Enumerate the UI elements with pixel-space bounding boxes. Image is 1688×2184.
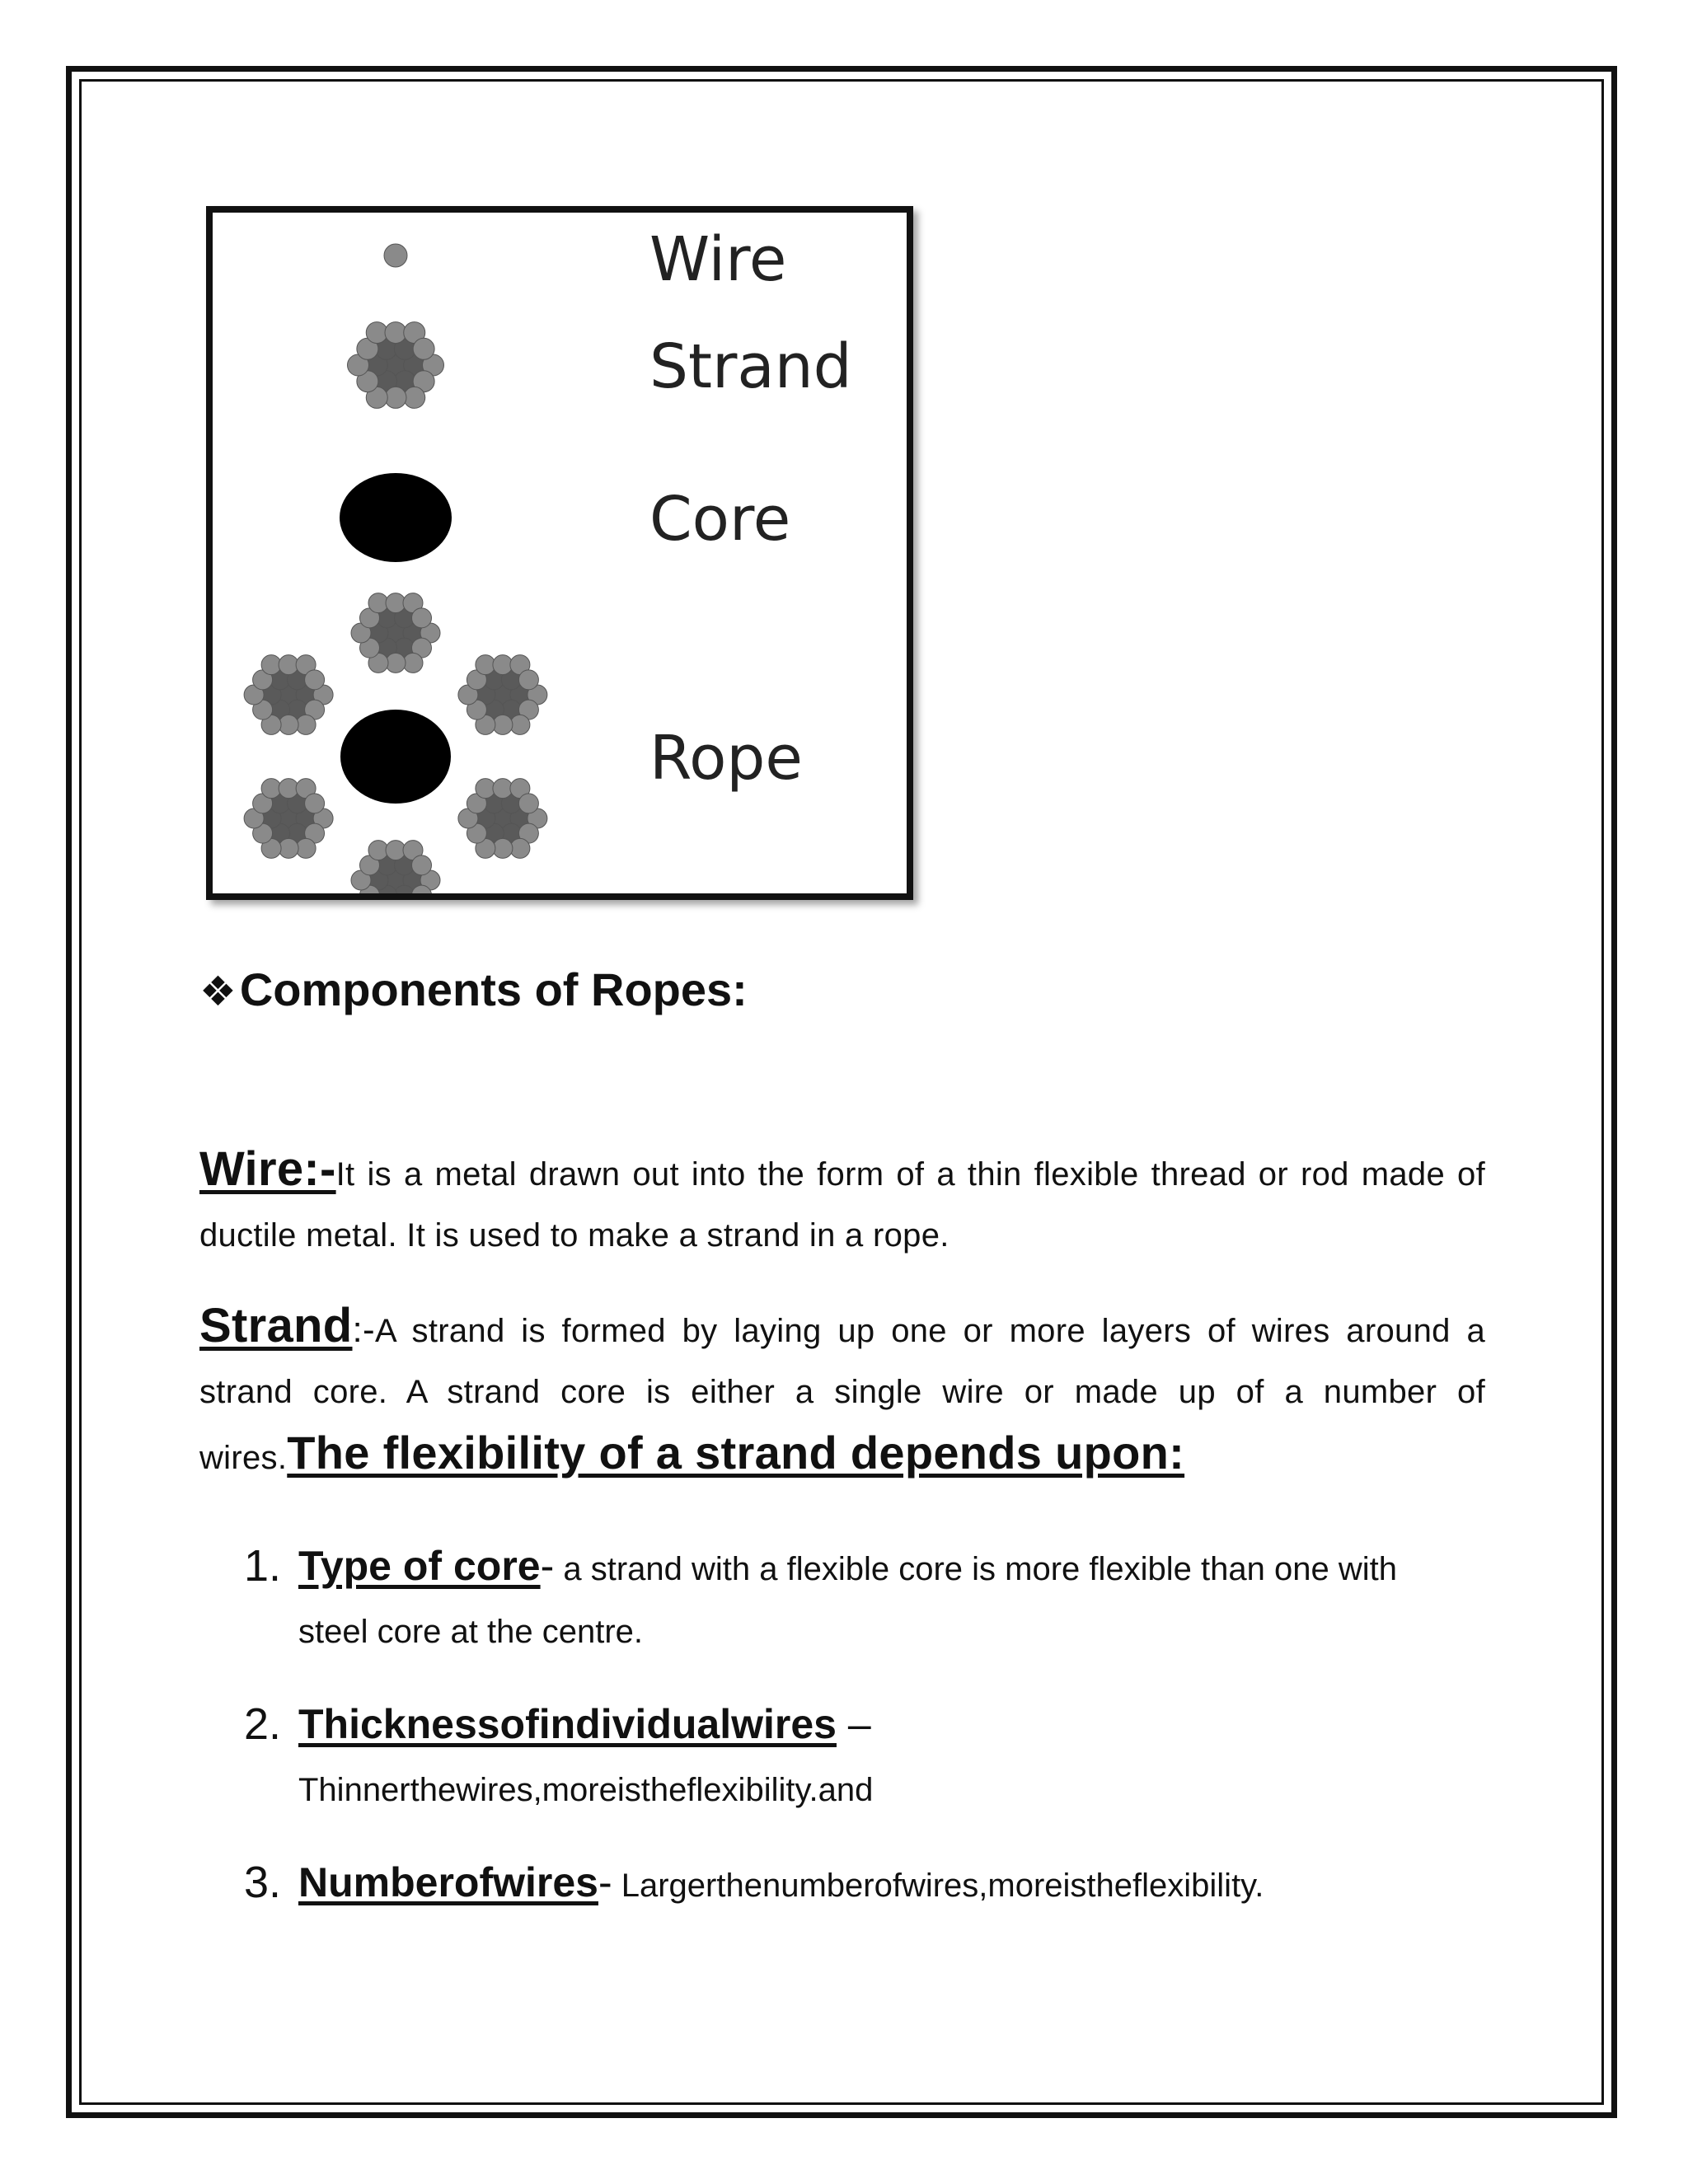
rope-strand-wire xyxy=(305,794,325,813)
wire-icon xyxy=(384,244,407,267)
list-item-text: Thinnerthewires,moreistheflexibility.and xyxy=(298,1772,874,1808)
wire-label: Wire xyxy=(649,224,787,295)
rope-strand-wire xyxy=(279,779,298,799)
rope-strand-wire xyxy=(279,655,298,675)
rope-strand-wire xyxy=(386,593,406,613)
rope-label: Rope xyxy=(649,723,803,794)
list-item-dash: – xyxy=(836,1701,871,1747)
rope-strand-wire xyxy=(296,715,316,734)
rope-strand-wire xyxy=(279,715,298,734)
diamond-bullet-icon: ❖ xyxy=(199,968,237,1015)
strand-definition xyxy=(199,1296,1485,1488)
list-item-dash: - xyxy=(598,1859,612,1905)
list-item-text: a strand with a flexible core is more flexible than one with steel core at the centre. xyxy=(298,1551,1397,1650)
strand-wire xyxy=(404,387,425,408)
list-item xyxy=(244,1693,1439,1821)
rope-strand-wire xyxy=(386,653,406,673)
rope-strand-wire xyxy=(261,779,281,799)
list-number: 2. xyxy=(244,1699,282,1749)
rope-strand-wire xyxy=(305,670,325,690)
list-item-dash: - xyxy=(540,1543,555,1589)
rope-strand-wire xyxy=(368,841,388,860)
wire-definition xyxy=(199,1139,1485,1266)
rope-strand-wire xyxy=(493,715,513,734)
rope-strand-wire xyxy=(510,838,530,858)
strand-wire xyxy=(385,322,406,344)
rope-strand-wire xyxy=(261,655,281,675)
rope-strand-wire xyxy=(510,715,530,734)
rope-core-icon xyxy=(338,707,453,806)
core-icon xyxy=(340,473,452,562)
rope-strand-wire xyxy=(412,855,432,875)
list-item-term: Numberofwires xyxy=(298,1859,598,1905)
list-number: 1. xyxy=(244,1541,282,1591)
list-item-term: Thicknessofindividualwires xyxy=(298,1701,837,1747)
rope-strand-wire xyxy=(368,593,388,613)
section-heading-text: Components of Ropes: xyxy=(239,963,748,1015)
list-item-term: Type of core xyxy=(298,1543,541,1589)
strand-wire xyxy=(366,322,387,344)
list-item xyxy=(244,1535,1439,1663)
rope-strand-wire xyxy=(476,655,495,675)
strand-wire xyxy=(413,338,434,359)
rope-strand-wire xyxy=(279,838,298,858)
rope-strand-wire xyxy=(296,838,316,858)
wire-definition-text: It is a metal drawn out into the form of a thin flexible thread or rod made of ductile metal. It is used to make a strand in a rope. xyxy=(199,1156,1485,1254)
strand-term: Strand xyxy=(199,1299,353,1352)
rope-strand-wire xyxy=(493,779,513,799)
rope-components-figure xyxy=(206,206,913,900)
strand-definition-text: A strand is formed by laying up one or more layers of wires around a strand core. A strand core is either a single wire or made up of a number of wires. xyxy=(199,1313,1485,1476)
strand-label: Strand xyxy=(649,331,852,402)
list-number: 3. xyxy=(244,1858,282,1907)
core-label: Core xyxy=(649,484,791,555)
rope-strand-wire xyxy=(476,779,495,799)
list-item xyxy=(244,1851,1439,1917)
section-heading xyxy=(199,963,748,1016)
rope-strand-wire xyxy=(493,838,513,858)
wire-term: Wire:- xyxy=(199,1142,336,1196)
flexibility-subheading: The flexibility of a strand depends upon: xyxy=(287,1427,1185,1479)
list-item-text: Largerthenumberofwires,moreistheflexibility. xyxy=(612,1868,1264,1904)
rope-strand-wire xyxy=(493,655,513,675)
rope-strand-wire xyxy=(412,608,432,628)
rope-strand-wire xyxy=(403,653,423,673)
rope-strand-wire xyxy=(386,841,406,860)
rope-strand-wire xyxy=(518,670,538,690)
strand-wire xyxy=(385,387,406,408)
rope-strand-wire xyxy=(518,794,538,813)
strand-separator: :- xyxy=(352,1310,375,1350)
